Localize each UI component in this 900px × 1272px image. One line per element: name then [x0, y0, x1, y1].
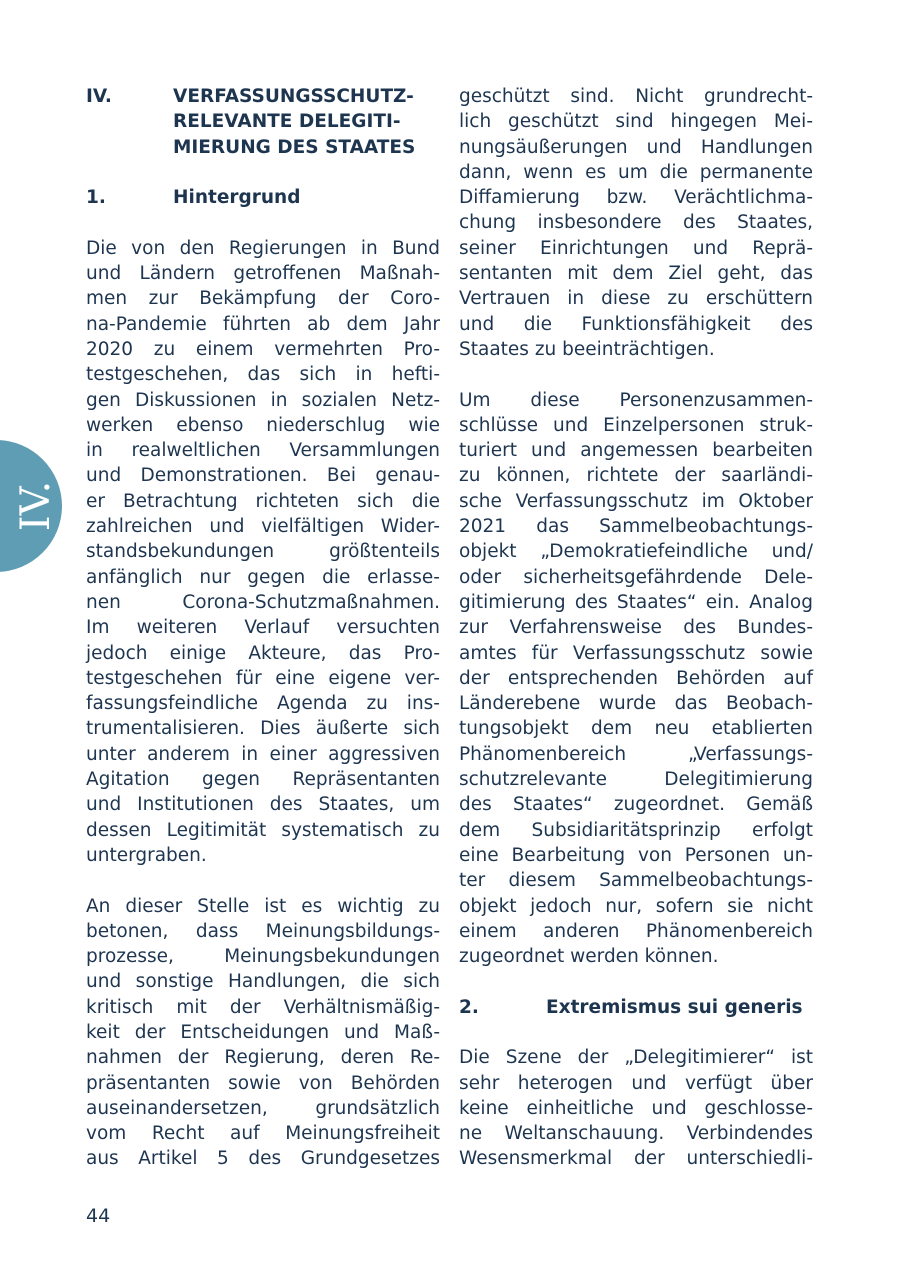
text-line: Wesensmerkmal der unterschiedli-	[459, 1148, 813, 1170]
text-line: jedoch einige Akteure, das Pro-	[86, 642, 440, 664]
subsection-title: Extremismus sui generis	[546, 996, 803, 1018]
text-line: prozesse, Meinungsbekundungen	[86, 946, 440, 968]
paragraph	[459, 1045, 813, 1171]
text-line: sehr heterogen und verfügt über	[459, 1072, 813, 1094]
text-line: dann, wenn es um die permanente	[459, 161, 813, 183]
text-line: turiert und angemessen bearbeiten	[459, 440, 813, 462]
text-line: Länderebene wurde das Beobach-	[459, 693, 813, 715]
text-line: zu können, richtete der saarländi-	[459, 465, 813, 487]
text-line: aus Artikel 5 des Grundgesetzes	[86, 1148, 440, 1170]
text-line: Die von den Regierungen in Bund	[86, 237, 440, 259]
text-line: trumentalisieren. Dies äußerte sich	[86, 718, 440, 740]
text-line: fassungsfeindliche Agenda zu ins-	[86, 693, 440, 715]
text-line: standsbekundungen größtenteils	[86, 541, 440, 563]
text-line: vom Recht auf Meinungsfreiheit	[86, 1123, 440, 1145]
text-line: zugeordnet werden können.	[459, 946, 719, 968]
text-line: und sonstige Handlungen, die sich	[86, 971, 440, 993]
section-heading-line: MIERUNG DES STAATES	[173, 136, 416, 158]
text-line: objekt „Demokratiefeindliche und/	[459, 541, 813, 563]
paragraph	[86, 236, 440, 868]
text-line: objekt jedoch nur, sofern sie nicht	[459, 895, 813, 917]
text-line: testgeschehen für eine eigene ver-	[86, 667, 440, 689]
text-line: schutzrelevante Delegitimierung	[459, 769, 813, 791]
paragraph	[86, 894, 440, 1172]
section-heading-number: IV.	[86, 86, 112, 107]
text-line: untergraben.	[86, 844, 207, 866]
text-line: des Staates“ zugeordnet. Gemäß	[459, 794, 813, 816]
text-line: ter diesem Sammelbeobachtungs-	[459, 870, 813, 892]
text-line: und die Funktionsfähigkeit des	[459, 313, 813, 335]
text-line: gitimierung des Staates“ ein. Analog	[459, 591, 813, 613]
paragraph	[459, 84, 813, 362]
text-line: schlüsse und Einzelpersonen struk-	[459, 414, 813, 436]
text-line: unter anderem in einer aggressiven	[86, 743, 440, 765]
text-line: eine Bearbeitung von Personen un-	[459, 844, 813, 866]
text-line: dessen Legitimität systematisch zu	[86, 819, 440, 841]
text-line: Im weiteren Verlauf versuchten	[86, 617, 440, 639]
text-line: Staates zu beeinträchtigen.	[459, 338, 715, 360]
text-line: er Betrachtung richteten sich die	[86, 490, 440, 512]
subsection-number: 1.	[86, 187, 106, 209]
text-line: ne Weltanschauung. Verbindendes	[459, 1123, 813, 1145]
subsection-number: 2.	[459, 996, 479, 1018]
text-line: amtes für Verfassungsschutz sowie	[459, 642, 813, 664]
text-line: und Institutionen des Staates, um	[86, 794, 440, 816]
text-line: auseinandersetzen, grundsätzlich	[86, 1097, 440, 1119]
text-line: nahmen der Regierung, deren Re-	[86, 1047, 440, 1069]
text-line: der entsprechenden Behörden auf	[459, 667, 813, 689]
text-line: sche Verfassungsschutz im Oktober	[459, 490, 813, 512]
text-line: keit der Entscheidungen und Maß-	[86, 1021, 440, 1043]
text-line: An dieser Stelle ist es wichtig zu	[86, 895, 440, 917]
text-line: nen Corona-Schutzmaßnahmen.	[86, 591, 440, 613]
text-line: Diffamierung bzw. Verächtlichma-	[459, 187, 813, 209]
text-line: Vertrauen in diese zu erschüttern	[459, 288, 813, 310]
text-line: gen Diskussionen in sozialen Netz-	[86, 389, 440, 411]
text-line: men zur Bekämpfung der Coro-	[86, 288, 440, 310]
subsection-heading-2	[459, 995, 813, 1020]
text-line: 2021 das Sammelbeobachtungs-	[459, 516, 813, 538]
text-line: 2020 zu einem vermehrten Pro-	[86, 338, 440, 360]
text-line: keine einheitliche und geschlosse-	[459, 1097, 813, 1119]
text-line: sentanten mit dem Ziel geht, das	[459, 263, 813, 285]
text-line: tungsobjekt dem neu etablierten	[459, 718, 813, 740]
text-line: betonen, dass Meinungsbildungs-	[86, 920, 440, 942]
paragraph	[459, 388, 813, 970]
subsection-heading-1	[86, 185, 440, 210]
text-line: in realweltlichen Versammlungen	[86, 440, 440, 462]
text-line: anfänglich nur gegen die erlasse-	[86, 566, 440, 588]
text-line: zahlreichen und vielfältigen Wider-	[86, 516, 440, 538]
text-line: Um diese Personenzusammen-	[459, 389, 813, 411]
text-line: nungsäußerungen und Handlungen	[459, 136, 813, 158]
text-line: geschützt sind. Nicht grundrecht-	[459, 86, 813, 107]
text-line: einem anderen Phänomenbereich	[459, 920, 813, 942]
text-line: Agitation gegen Repräsentanten	[86, 769, 440, 791]
text-line: Phänomenbereich „Verfassungs-	[459, 743, 813, 765]
page-number: 44	[86, 1205, 111, 1227]
text-line: oder sicherheitsgefährdende Dele-	[459, 566, 813, 588]
text-line: na-Pandemie führten ab dem Jahr	[86, 313, 440, 335]
left-column	[86, 84, 440, 1172]
text-line: lich geschützt sind hingegen Mei-	[459, 111, 813, 133]
text-line: werken ebenso niederschlug wie	[86, 414, 440, 436]
section-heading-line: VERFASSUNGSSCHUTZ-	[173, 86, 414, 107]
text-line: kritisch mit der Verhältnismäßig-	[86, 996, 440, 1018]
text-line: Die Szene der „Delegitimierer“ ist	[459, 1047, 813, 1069]
chapter-tab-label: IV.	[13, 480, 59, 532]
text-line: und Ländern getroffenen Maßnah-	[86, 263, 440, 285]
text-line: und Demonstrationen. Bei genau-	[86, 465, 440, 487]
section-heading	[86, 84, 440, 160]
section-heading-title	[173, 84, 440, 160]
text-line: seiner Einrichtungen und Reprä-	[459, 237, 813, 259]
right-column	[459, 84, 813, 1172]
text-line: präsentanten sowie von Behörden	[86, 1072, 440, 1094]
text-line: dem Subsidiaritätsprinzip erfolgt	[459, 819, 813, 841]
text-line: zur Verfahrensweise des Bundes-	[459, 617, 813, 639]
text-line: chung insbesondere des Staates,	[459, 212, 813, 234]
text-line: testgeschehen, das sich in hefti-	[86, 364, 440, 386]
section-heading-line: RELEVANTE DELEGITI-	[173, 111, 401, 133]
subsection-title: Hintergrund	[173, 187, 301, 209]
